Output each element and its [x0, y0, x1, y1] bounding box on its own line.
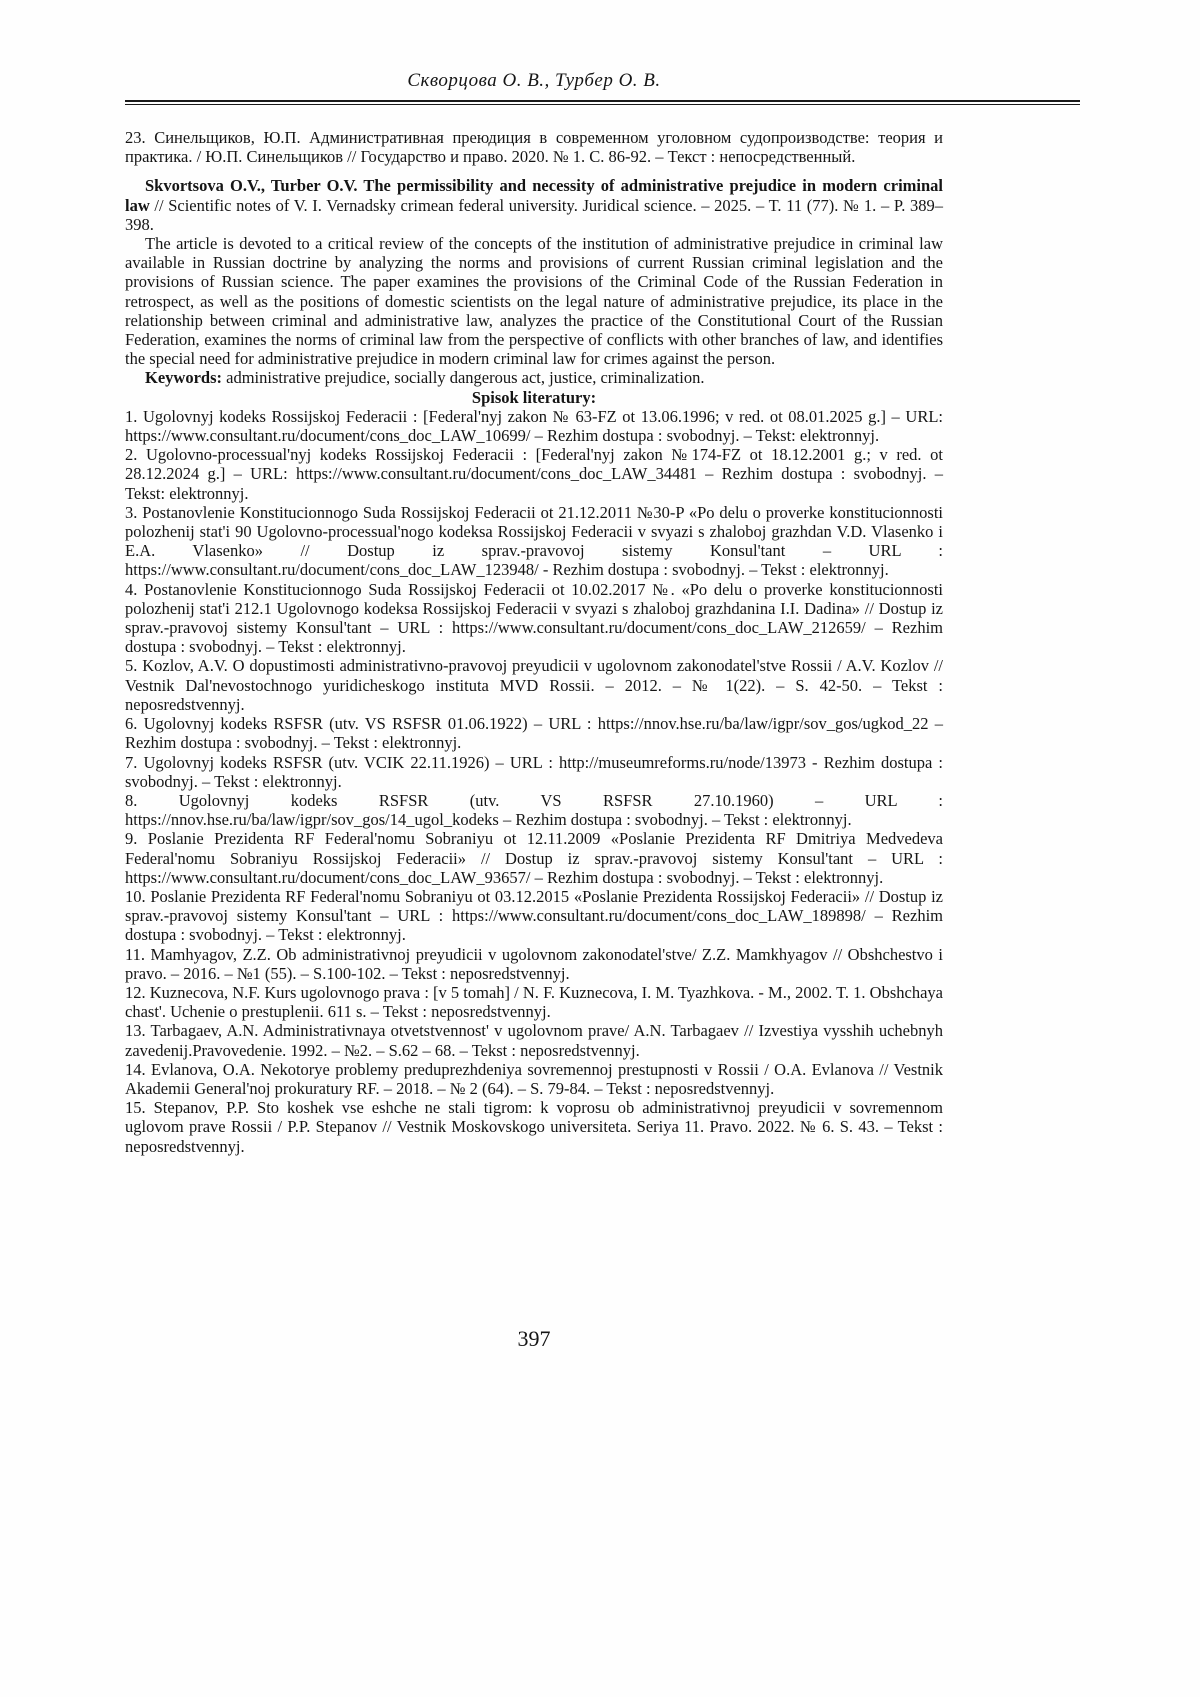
bibliography-item-14: 14. Evlanova, O.A. Nekotorye problemy preduprezhdeniya sovremennoj prestupnosti v Rossii / O.A. Evlanova // Vestnik Akademii General'noj prokuratury RF. – 2018. – № 2 (64). – S. 79-84. – Tekst : neposredstvennyj.	[125, 1059, 943, 1098]
keywords-text: administrative prejudice, socially dangerous act, justice, criminalization.	[222, 368, 705, 388]
bibliography-item-12: 12. Kuznecova, N.F. Kurs ugolovnogo prava : [v 5 tomah] / N. F. Kuznecova, I. M. Tyazhkova. - M., 2002. T. 1. Obshchaya chast'. Uchenie o prestuplenii. 611 s. – Tekst : neposredstvennyj.	[125, 982, 943, 1022]
bibliography-heading: Spisok literatury:	[471, 387, 597, 407]
keywords-label: Keywords:	[145, 368, 222, 388]
citation-source: // Scientific notes of V. I. Vernadsky crimean federal university. Juridical science. – 2025. – T. 11 (77). № 1. – P. 389–398.	[125, 195, 943, 234]
bibliography-item-4: 4. Postanovlenie Konstitucionnogo Suda Rossijskoj Federacii ot 10.02.2017 №. «Po delu o proverke konstitucionnosti polozhenij stat'i 212.1 Ugolovnogo kodeksa Rossijskoj Federacii v svyazi s zhaloboj grazhdanina I.I. Dadina» // Dostup iz sprav.-pravovoj sistemy Konsul'tant – URL : https://www.consultant.ru/document/cons_doc_LAW_212659/ – Rezhim dostupa : svobodnyj. – Tekst : elektronnyj.	[125, 579, 943, 657]
bibliography-item-1: 1. Ugolovnyj kodeks Rossijskoj Federacii : [Federal'nyj zakon № 63-FZ ot 13.06.1996; v red. ot 08.01.2025 g.] – URL: https://www.consultant.ru/document/cons_doc_LAW_10699/ – Rezhim dostupa : svobodnyj. – Tekst: elektronnyj.	[125, 406, 943, 446]
page-number: 397	[517, 1326, 551, 1351]
article-citation	[125, 176, 943, 234]
bibliography-item-10: 10. Poslanie Prezidenta RF Federal'nomu Sobraniyu ot 03.12.2015 «Poslanie Prezidenta Rossijskoj Federacii» // Dostup iz sprav.-pravovoj sistemy Konsul'tant – URL : https://www.consultant.ru/document/cons_doc_LAW_189898/ – Rezhim dostupa : svobodnyj. – Tekst : elektronnyj.	[125, 886, 943, 945]
reference-item-23: 23. Синельщиков, Ю.П. Административная преюдиция в современном уголовном судопроизводстве: теория и практика. / Ю.П. Синельщиков // Государство и право. 2020. № 1. С. 86-92. – Текст : непосредственный.	[125, 128, 943, 167]
bibliography-item-3: 3. Postanovlenie Konstitucionnogo Suda Rossijskoj Federacii ot 21.12.2011 №30-P «Po delu o proverke konstitucionnosti polozhenij stat'i 90 Ugolovno-processual'nogo kodeksa Rossijskoj Federacii v svyazi s zhaloboj grazhdan V.D. Vlasenko i E.A. Vlasenko» // Dostup iz sprav.-pravovoj sistemy Konsul'tant – URL : https://www.consultant.ru/document/cons_doc_LAW_123948/ - Rezhim dostupa : svobodnyj. – Tekst : elektronnyj.	[125, 502, 943, 580]
header-rule	[125, 100, 1080, 102]
bibliography-item-13: 13. Tarbagaev, A.N. Administrativnaya otvetstvennost' v ugolovnom prave/ A.N. Tarbagaev // Izvestiya vysshih uchebnyh zavedenij.Pravovedenie. 1992. – №2. – S.62 – 68. – Tekst : neposredstvennyj.	[125, 1021, 943, 1060]
citation-authors-title: Skvortsova O.V., Turber O.V. The permissibility and necessity of administrative prejudice in modern criminal law	[125, 176, 943, 215]
bibliography-item-15: 15. Stepanov, P.P. Sto koshek vse eshche ne stali tigrom: k voprosu ob administrativnoj preyudicii v sovremennom uglovom prave Rossii / P.P. Stepanov // Vestnik Moskovskogo universiteta. Seriya 11. Pravo. 2022. № 6. S. 43. – Tekst : neposredstvennyj.	[125, 1098, 943, 1156]
bibliography-item-2: 2. Ugolovno-processual'nyj kodeks Rossijskoj Federacii : [Federal'nyj zakon №174-FZ ot 18.12.2001 g.; v red. ot 28.12.2024 g.] – URL: https://www.consultant.ru/document/cons_doc_LAW_34481 – Rezhim dostupa : svobodnyj. – Tekst: elektronnyj.	[125, 445, 943, 503]
bibliography-item-11: 11. Mamhyagov, Z.Z. Ob administrativnoj preyudicii v ugolovnom zakonodatel'stve/ Z.Z. Mamkhyagov // Obshchestvo i pravo. – 2016. – №1 (55). – S.100-102. – Tekst : neposredstvennyj.	[125, 944, 943, 983]
running-header-authors: Скворцова О. В., Турбер О. В.	[407, 70, 661, 91]
bibliography-item-6: 6. Ugolovnyj kodeks RSFSR (utv. VS RSFSR 01.06.1922) – URL : https://nnov.hse.ru/ba/law/igpr/sov_gos/ugkod_22 – Rezhim dostupa : svobodnyj. – Tekst : elektronnyj.	[125, 714, 943, 753]
bibliography-item-7: 7. Ugolovnyj kodeks RSFSR (utv. VCIK 22.11.1926) – URL : http://museumreforms.ru/node/13973 - Rezhim dostupa : svobodnyj. – Tekst : elektronnyj.	[125, 752, 943, 791]
bibliography-item-8: 8. Ugolovnyj kodeks RSFSR (utv. VS RSFSR 27.10.1960) – URL : https://nnov.hse.ru/ba/law/igpr/sov_gos/14_ugol_kodeks – Rezhim dostupa : svobodnyj. – Tekst : elektronnyj.	[125, 790, 943, 830]
abstract-text: The article is devoted to a critical review of the concepts of the institution of administrative prejudice in criminal law available in Russian doctrine by analyzing the norms and provisions of current Russian criminal legislation and the provisions of Russian science. The paper examines the provisions of the Criminal Code of the Russian Federation in retrospect, as well as the positions of domestic scientists on the legal nature of administrative prejudice, its place in the relationship between criminal and administrative law, analyzes the practice of the Constitutional Court of the Russian Federation, examines the norms of criminal law from the perspective of conflicts with other branches of law, and identifies the special need for administrative prejudice in modern criminal law for crimes against the person.	[125, 234, 943, 369]
bibliography-item-9: 9. Poslanie Prezidenta RF Federal'nomu Sobraniyu ot 12.11.2009 «Poslanie Prezidenta RF Dmitriya Medvedeva Federal'nomu Sobraniyu Rossijskoj Federacii» // Dostup iz sprav.-pravovoj sistemy Konsul'tant – URL : https://www.consultant.ru/document/cons_doc_LAW_93657/ – Rezhim dostupa : svobodnyj. – Tekst : elektronnyj.	[125, 829, 943, 887]
bibliography-item-5: 5. Kozlov, A.V. O dopustimosti administrativno-pravovoj preyudicii v ugolovnom zakonodatel'stve Rossii / A.V. Kozlov // Vestnik Dal'nevostochnogo yuridicheskogo instituta MVD Rossii. – 2012. – № 1(22). – S. 42-50. – Tekst : neposredstvennyj.	[125, 656, 943, 714]
page-content	[125, 128, 943, 1156]
keywords-line	[125, 368, 943, 387]
